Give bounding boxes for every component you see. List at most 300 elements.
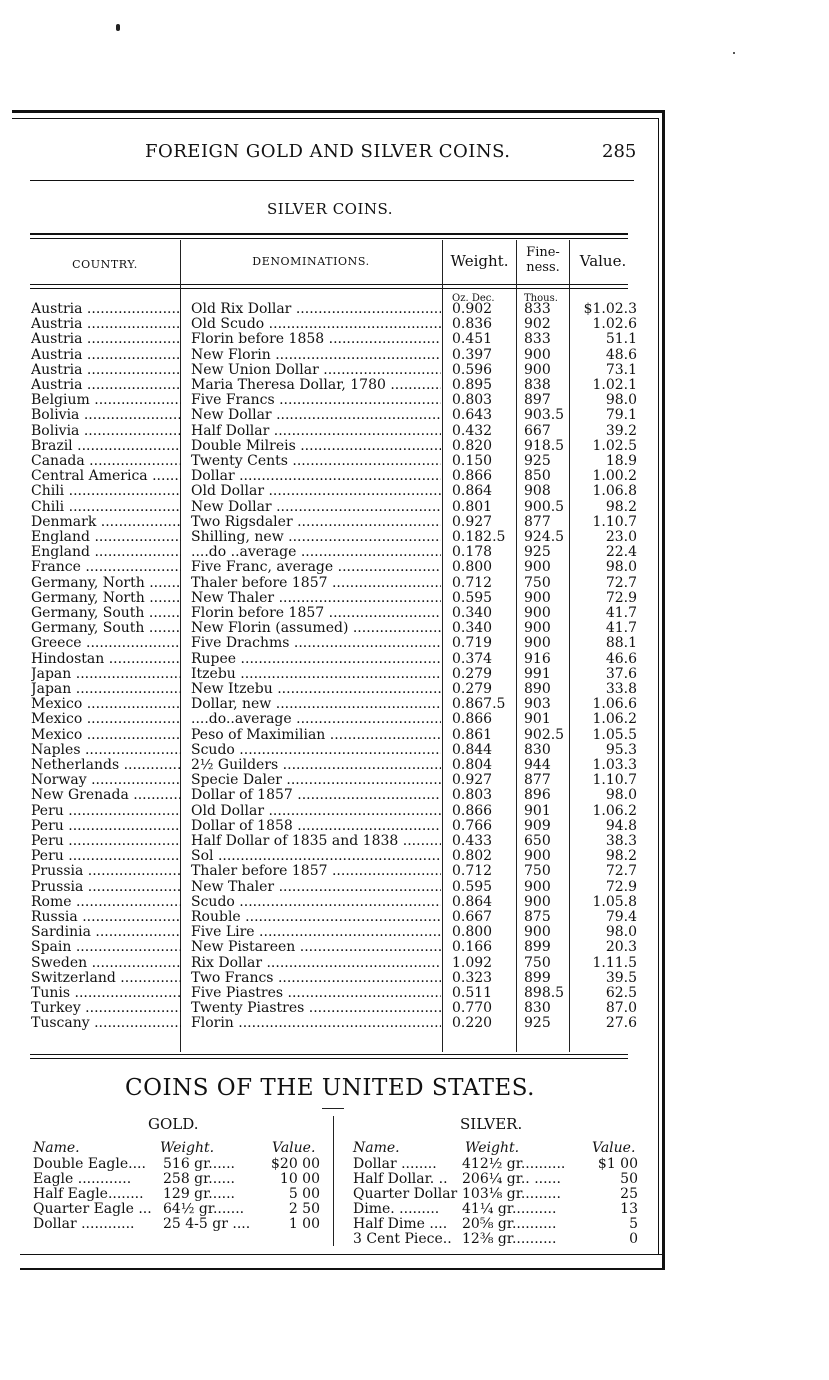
country-text: England	[31, 545, 91, 561]
weight-cell: 0.397	[452, 346, 493, 363]
leader-dots	[235, 895, 441, 910]
denomination-text: Five Lire	[191, 925, 255, 941]
fineness-cell: 877	[524, 772, 551, 789]
country-text: Tunis	[31, 986, 71, 1001]
fineness-cell: 902	[524, 316, 551, 333]
fineness-cell: 650	[524, 833, 551, 849]
gold-weight-cell: 258 gr......	[163, 1171, 235, 1187]
country-text: Bolivia	[31, 423, 80, 439]
country-text: Austria	[31, 317, 83, 333]
table-row	[0, 652, 660, 667]
country-cell	[31, 758, 181, 773]
weight-cell: 0.595	[452, 589, 493, 606]
leader-dots	[264, 484, 441, 499]
header-bottom-rule-thin	[30, 288, 628, 289]
leader-dots	[264, 317, 441, 332]
value-cell: 37.6	[605, 665, 637, 682]
value-cell: 1.02.1	[592, 377, 637, 393]
table-row	[0, 819, 660, 834]
weight-cell: 0.511	[452, 985, 493, 1001]
denomination-cell	[191, 454, 441, 469]
denomination-cell	[191, 880, 441, 895]
fineness-cell: 903.5	[524, 407, 565, 424]
leader-dots	[275, 393, 441, 408]
denomination-text: New Thaler	[191, 590, 275, 606]
denomination-cell	[191, 849, 441, 864]
value-cell: 22.4	[605, 544, 637, 561]
leader-dots	[90, 545, 181, 560]
denomination-cell	[191, 560, 441, 575]
country-cell	[31, 956, 181, 971]
denomination-text: 2½ Guilders	[191, 758, 279, 773]
leader-dots	[79, 408, 181, 423]
leader-dots	[324, 332, 441, 347]
weight-cell: 0.340	[452, 620, 493, 637]
leader-dots	[274, 971, 442, 986]
leader-dots	[81, 743, 181, 758]
denomination-text: Dollar, new	[191, 697, 272, 713]
denomination-text: Rouble	[191, 910, 241, 925]
header-denominations: DENOMINATIONS.	[252, 255, 370, 268]
table-row	[0, 834, 660, 849]
country-text: Hindostan	[31, 651, 105, 667]
fineness-cell: 909	[524, 817, 551, 834]
leader-dots	[83, 864, 181, 879]
country-cell	[31, 560, 181, 575]
leader-dots	[293, 788, 441, 803]
fineness-cell: 899	[524, 939, 551, 956]
table-row	[0, 636, 660, 651]
fineness-cell: 900	[524, 605, 551, 621]
weight-cell: 0.279	[452, 681, 493, 697]
denomination-cell	[191, 697, 441, 712]
silver-name-cell: Half Dime ....	[353, 1216, 448, 1232]
weight-cell: 0.844	[452, 741, 493, 758]
weight-cell: 0.178	[452, 544, 493, 561]
leader-dots	[288, 454, 441, 469]
denomination-text: ....do..average	[191, 712, 292, 728]
gold-name-cell: Eagle ............	[33, 1171, 132, 1187]
silver-header-name: Name.	[353, 1140, 400, 1156]
denomination-cell	[191, 363, 441, 378]
silver-name-cell: 3 Cent Piece..	[353, 1231, 452, 1247]
leader-dots	[278, 758, 441, 773]
leader-dots	[145, 576, 181, 591]
fineness-cell: 897	[524, 392, 551, 409]
denomination-text: Rix Dollar	[191, 955, 263, 971]
weight-cell: 0.861	[452, 726, 493, 743]
country-cell	[31, 804, 181, 819]
country-cell	[31, 606, 181, 621]
leader-dots	[274, 591, 441, 606]
leader-dots	[82, 317, 181, 332]
silver-value-cell: 50	[620, 1171, 638, 1187]
country-text: Brazil	[31, 438, 73, 454]
denomination-cell	[191, 895, 441, 910]
leader-dots	[293, 819, 441, 834]
country-cell	[31, 864, 181, 879]
fineness-cell: 925	[524, 453, 551, 469]
value-cell: 33.8	[605, 681, 637, 697]
leader-dots	[271, 348, 441, 363]
country-cell	[31, 424, 181, 439]
denomination-text: New Pistareen	[191, 940, 296, 956]
value-cell: 79.4	[605, 909, 637, 925]
gold-header-value: Value.	[272, 1140, 316, 1156]
country-text: England	[31, 530, 91, 545]
leader-dots	[64, 819, 181, 834]
fineness-cell: 900	[524, 620, 551, 637]
table-row	[0, 682, 660, 697]
table-row	[0, 378, 660, 393]
leader-dots	[273, 682, 441, 697]
table-row	[0, 712, 660, 727]
denomination-text: Half Dollar of 1835 and 1838	[191, 834, 399, 849]
country-text: Chili	[31, 484, 65, 500]
leader-dots	[284, 530, 441, 545]
country-cell	[31, 910, 181, 925]
fineness-cell: 901	[524, 802, 551, 819]
denomination-cell	[191, 940, 441, 955]
value-cell: 72.9	[605, 878, 637, 895]
denomination-text: New Union Dollar	[191, 362, 319, 378]
denomination-text: Five Franc, average	[191, 560, 334, 576]
value-cell: 98.0	[605, 392, 637, 409]
leader-dots	[64, 484, 181, 499]
country-cell	[31, 849, 181, 864]
denomination-cell	[191, 378, 441, 393]
denomination-text: Five Piastres	[191, 986, 284, 1001]
country-text: Greece	[31, 636, 82, 652]
leader-dots	[81, 560, 181, 575]
fineness-cell: 902.5	[524, 726, 565, 743]
weight-cell: 0.712	[452, 574, 493, 591]
value-cell: 20.3	[605, 939, 637, 956]
gold-header-name: Name.	[33, 1140, 80, 1156]
leader-dots	[291, 302, 441, 317]
denomination-text: Maria Theresa Dollar, 1780	[191, 378, 386, 393]
value-cell: 62.5	[605, 985, 637, 1001]
weight-cell: 0.340	[452, 605, 493, 621]
value-cell: 1.10.7	[592, 513, 637, 530]
country-cell	[31, 1016, 181, 1031]
denomination-cell	[191, 1016, 441, 1031]
denomination-cell	[191, 986, 441, 1001]
country-text: France	[31, 560, 81, 576]
country-cell	[31, 439, 181, 454]
denomination-cell	[191, 788, 441, 803]
weight-cell: 0.166	[452, 939, 493, 956]
fineness-cell: 850	[524, 468, 551, 485]
leader-dots	[90, 530, 181, 545]
table-row	[0, 348, 660, 363]
table-row	[0, 302, 660, 317]
value-cell: 39.2	[605, 422, 637, 439]
leader-dots	[90, 1016, 181, 1031]
fineness-cell: 900	[524, 635, 551, 652]
country-text: Japan	[31, 666, 72, 682]
leader-dots	[296, 439, 441, 454]
denomination-cell	[191, 439, 441, 454]
table-top-rule-thin	[30, 238, 628, 239]
table-row	[0, 439, 660, 454]
table-row	[0, 667, 660, 682]
silver-value-cell: $1 00	[597, 1156, 638, 1172]
denomination-cell	[191, 834, 441, 849]
table-row	[0, 545, 660, 560]
weight-cell: 0.864	[452, 483, 493, 500]
page-frame-bottom	[20, 1254, 665, 1255]
denomination-text: Shilling, new	[191, 530, 284, 545]
table-top-rule	[30, 233, 628, 235]
denomination-text: Rupee	[191, 651, 237, 667]
country-cell	[31, 393, 181, 408]
denomination-cell	[191, 484, 441, 499]
silver-value-cell: 0	[629, 1231, 638, 1247]
table-row	[0, 332, 660, 347]
fineness-cell: 838	[524, 377, 551, 393]
leader-dots	[264, 804, 441, 819]
country-text: Germany, North	[31, 575, 145, 591]
table-row	[0, 697, 660, 712]
weight-cell: 0.927	[452, 772, 493, 789]
header-fineness	[517, 245, 569, 275]
country-text: Peru	[31, 834, 64, 849]
denomination-text: New Dollar	[191, 408, 272, 424]
silver-weight-cell: 206¼ gr.. ......	[462, 1171, 561, 1187]
leader-dots	[82, 712, 181, 727]
country-text: Norway	[31, 773, 87, 789]
country-cell	[31, 788, 181, 803]
silver-value-cell: 25	[620, 1186, 638, 1202]
value-cell: 18.9	[605, 453, 637, 469]
country-cell	[31, 469, 181, 484]
weight-cell: 0.836	[452, 316, 493, 333]
silver-weight-cell: 412½ gr..........	[462, 1156, 566, 1172]
denomination-cell	[191, 925, 441, 940]
fineness-cell: 901	[524, 711, 551, 728]
fineness-cell: 899	[524, 969, 551, 986]
denomination-text: ....do ..average	[191, 545, 297, 561]
denomination-text: Specie Daler	[191, 773, 282, 789]
weight-cell: 0.667	[452, 909, 493, 925]
denomination-cell	[191, 712, 441, 727]
country-text: Germany, North	[31, 590, 145, 606]
country-cell	[31, 880, 181, 895]
weight-cell: 0.220	[452, 1015, 493, 1032]
denomination-cell	[191, 682, 441, 697]
page-frame-right	[662, 110, 665, 1270]
denomination-text: New Dollar	[191, 499, 272, 515]
leader-dots	[271, 697, 441, 712]
value-cell: 72.9	[605, 589, 637, 606]
country-cell	[31, 378, 181, 393]
value-cell: 1.03.3	[592, 757, 637, 773]
value-cell: 51.1	[605, 331, 637, 348]
country-text: Turkey	[31, 1001, 81, 1017]
denomination-cell	[191, 424, 441, 439]
denomination-cell	[191, 758, 441, 773]
denomination-cell	[191, 971, 441, 986]
leader-dots	[145, 591, 181, 606]
leader-dots	[71, 682, 181, 697]
fineness-cell: 833	[524, 331, 551, 348]
value-cell: 46.6	[605, 650, 637, 667]
silver-name-cell: Dime. .........	[353, 1201, 440, 1217]
fineness-cell: 900.5	[524, 498, 565, 515]
value-cell: 1.02.5	[592, 437, 637, 454]
page-number: 285	[602, 141, 637, 162]
denomination-text: New Florin (assumed)	[191, 621, 349, 637]
weight-cell: 0.902	[452, 301, 493, 317]
denomination-cell	[191, 621, 441, 636]
weight-cell: 1.092	[452, 954, 493, 971]
country-cell	[31, 454, 181, 469]
us-divider-cap	[322, 1108, 344, 1109]
table-row	[0, 560, 660, 575]
denomination-text: Dollar of 1857	[191, 788, 293, 804]
leader-dots	[73, 439, 181, 454]
weight-cell: 0.820	[452, 437, 493, 454]
leader-dots	[64, 849, 181, 864]
country-cell	[31, 652, 181, 667]
fineness-cell: 944	[524, 757, 551, 773]
value-cell: 98.2	[605, 848, 637, 865]
fineness-cell: 900	[524, 848, 551, 865]
country-cell	[31, 986, 181, 1001]
value-cell: 1.06.6	[592, 696, 637, 713]
leader-dots	[82, 697, 181, 712]
weight-cell: 0.804	[452, 757, 493, 773]
gold-name-cell: Quarter Eagle ...	[33, 1201, 152, 1217]
fineness-cell: 918.5	[524, 437, 565, 454]
denomination-cell	[191, 576, 441, 591]
table-row	[0, 895, 660, 910]
fineness-cell: 900	[524, 361, 551, 378]
leader-dots	[104, 652, 181, 667]
silver-header-value: Value.	[592, 1140, 636, 1156]
weight-cell: 0.595	[452, 878, 493, 895]
country-text: Belgium	[31, 393, 90, 409]
gold-header-weight: Weight.	[160, 1140, 215, 1156]
fineness-cell: 991	[524, 665, 551, 682]
ink-dot	[733, 52, 735, 54]
weight-cell: 0.712	[452, 863, 493, 880]
fineness-cell: 900	[524, 346, 551, 363]
country-text: Tuscany	[31, 1016, 90, 1032]
gold-weight-cell: 516 gr......	[163, 1156, 235, 1172]
leader-dots	[82, 363, 181, 378]
value-cell: 1.10.7	[592, 772, 637, 789]
table-row	[0, 515, 660, 530]
value-cell: 48.6	[605, 346, 637, 363]
silver-name-cell: Half Dollar. ..	[353, 1171, 448, 1187]
running-title: FOREIGN GOLD AND SILVER COINS.	[145, 141, 511, 162]
leader-dots	[262, 956, 441, 971]
weight-cell: 0.864	[452, 893, 493, 910]
value-cell: 41.7	[605, 605, 637, 621]
leader-dots	[87, 956, 181, 971]
fineness-cell: 667	[524, 422, 551, 439]
ink-speck	[116, 24, 120, 31]
country-cell	[31, 971, 181, 986]
denomination-cell	[191, 317, 441, 332]
fineness-cell: 830	[524, 741, 551, 758]
country-cell	[31, 408, 181, 423]
weight-cell: 0.150	[452, 453, 493, 469]
weight-cell: 0.800	[452, 559, 493, 576]
table-row	[0, 393, 660, 408]
silver-title: SILVER.	[460, 1115, 523, 1133]
value-cell: 79.1	[605, 407, 637, 424]
table-row	[0, 317, 660, 332]
value-cell: 73.1	[605, 361, 637, 378]
header-weight: Weight.	[450, 252, 509, 270]
table-row	[0, 986, 660, 1001]
country-text: Germany, South	[31, 621, 145, 637]
country-cell	[31, 591, 181, 606]
value-cell: 23.0	[605, 529, 637, 545]
denomination-cell	[191, 332, 441, 347]
section-title: SILVER COINS.	[266, 200, 394, 218]
denomination-text: New Florin	[191, 347, 271, 363]
leader-dots	[71, 940, 181, 955]
gold-title: GOLD.	[148, 1115, 199, 1133]
table-row	[0, 743, 660, 758]
weight-cell: 0.596	[452, 361, 493, 378]
value-cell: 1.11.5	[592, 954, 637, 971]
value-cell: 72.7	[605, 863, 637, 880]
leader-dots	[87, 773, 181, 788]
leader-dots	[214, 849, 442, 864]
weight-cell: 0.866	[452, 711, 493, 728]
country-text: Peru	[31, 849, 64, 865]
table-row	[0, 940, 660, 955]
leader-dots	[116, 971, 181, 986]
value-cell: $1.02.3	[583, 301, 637, 317]
us-divider	[333, 1116, 334, 1246]
leader-dots	[83, 880, 181, 895]
country-cell	[31, 667, 181, 682]
leader-dots	[71, 667, 181, 682]
table-row	[0, 788, 660, 803]
table-end-rule	[30, 1054, 628, 1055]
header-rule	[30, 180, 634, 181]
table-row	[0, 728, 660, 743]
fineness-cell: 925	[524, 544, 551, 561]
country-text: Canada	[31, 454, 85, 469]
leader-dots	[70, 986, 181, 1001]
leader-dots	[293, 515, 441, 530]
fineness-cell: 900	[524, 878, 551, 895]
denomination-text: Half Dollar	[191, 423, 270, 439]
gold-value-cell: $20 00	[271, 1156, 320, 1172]
denomination-text: Old Dollar	[191, 803, 265, 819]
denomination-text: Five Drachms	[191, 636, 290, 652]
weight-cell: 0.927	[452, 513, 493, 530]
gold-weight-cell: 129 gr......	[163, 1186, 235, 1202]
denomination-text: Dollar	[191, 469, 235, 485]
gold-value-cell: 1 00	[288, 1216, 320, 1232]
country-cell	[31, 515, 181, 530]
country-text: Prussia	[31, 879, 84, 895]
value-cell: 98.0	[605, 924, 637, 941]
weight-cell: 0.182.5	[452, 529, 506, 545]
denomination-cell	[191, 652, 441, 667]
denomination-cell	[191, 743, 441, 758]
table-row	[0, 484, 660, 499]
leader-dots	[129, 788, 181, 803]
